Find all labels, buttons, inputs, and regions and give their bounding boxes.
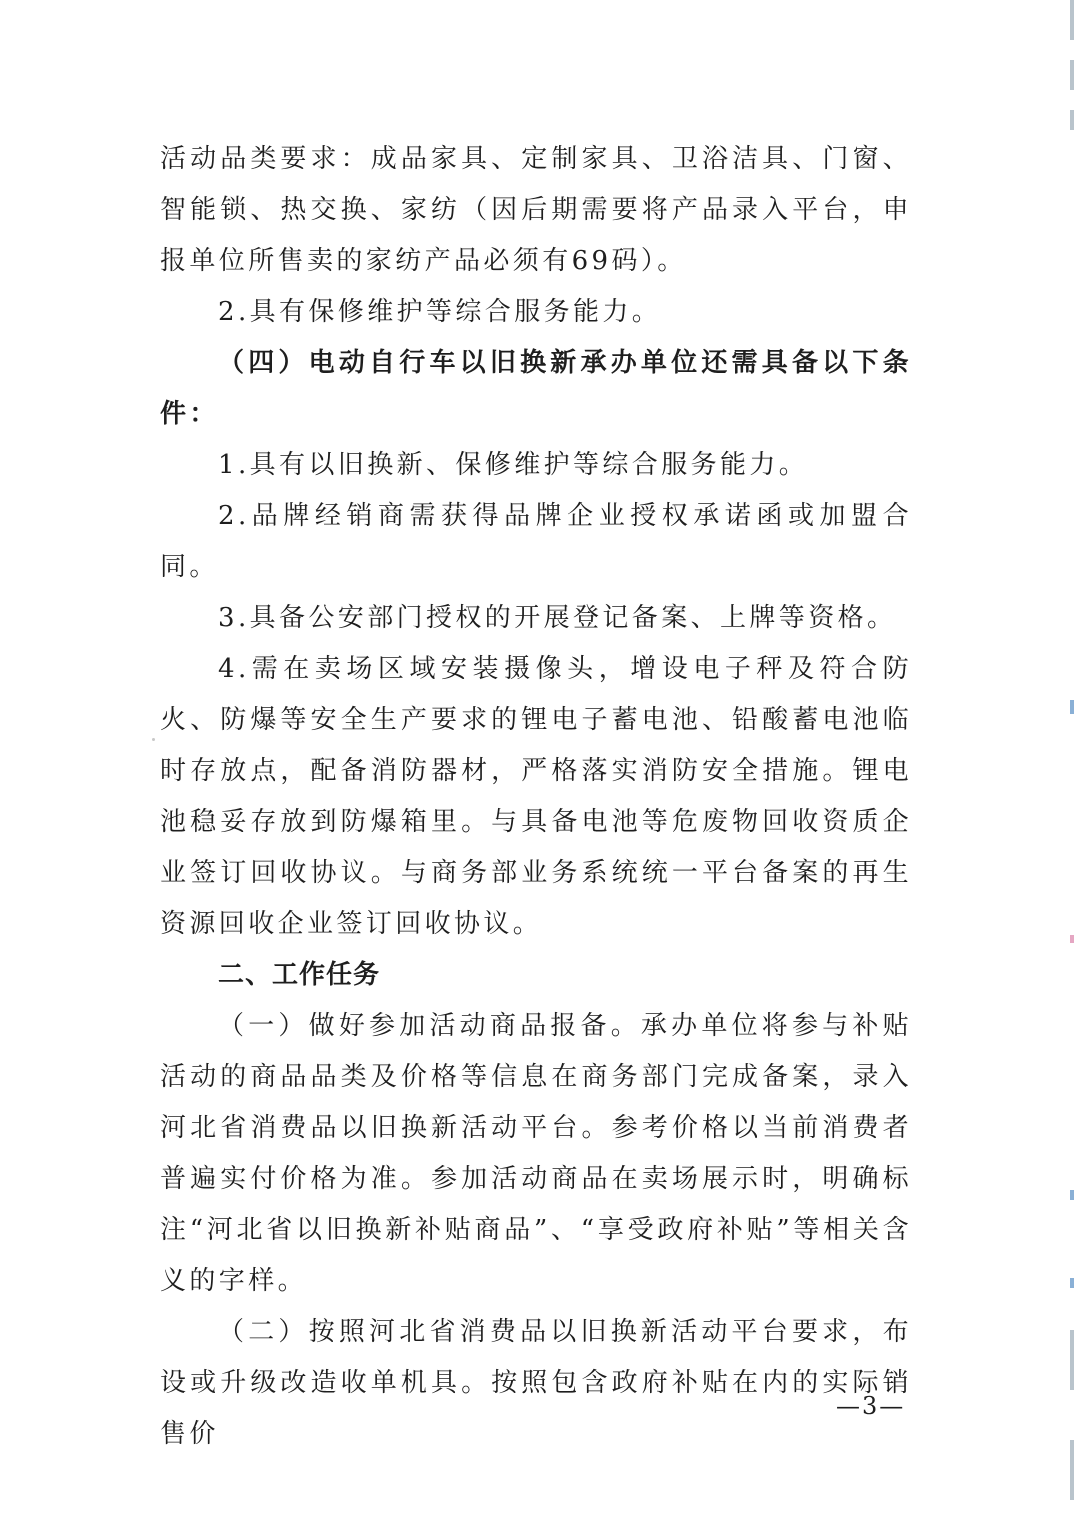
binding-mark [1070, 700, 1074, 714]
paragraph-category-requirements: 活动品类要求：成品家具、定制家具、卫浴洁具、门窗、智能锁、热交换、家纺（因后期需要将产品录入平台，申报单位所售卖的家纺产品必须有69码）。 [160, 144, 912, 276]
binding-mark [1070, 1440, 1074, 1500]
paragraph-ebike-item-1: 1.具有以旧换新、保修维护等综合服务能力。 [218, 450, 809, 480]
document-body [160, 134, 912, 1460]
binding-mark [1070, 0, 1074, 40]
paragraph-ebike-item-4: 4.需在卖场区域安装摄像头，增设电子秤及符合防火、防爆等安全生产要求的锂电子蓄电池、铅酸蓄电池临时存放点，配备消防器材，严格落实消防安全措施。锂电池稳妥存放到防爆箱里。与具备电池等危废物回收资质企业签订回收协议。与商务部业务系统统一平台备案的再生资源回收企业签订回收协议。 [160, 654, 912, 939]
paragraph-task-2: （二）按照河北省消费品以旧换新活动平台要求，布设或升级改造收单机具。按照包含政府补贴在内的实际销售价 [160, 1317, 912, 1449]
scan-speck [152, 738, 155, 741]
paragraph-ebike-item-3: 3.具备公安部门授权的开展登记备案、上牌等资格。 [218, 603, 897, 633]
binding-mark [1070, 110, 1074, 130]
paragraph-service-capability: 2.具有保修维护等综合服务能力。 [218, 297, 662, 327]
binding-mark [1070, 1278, 1074, 1288]
binding-mark [1070, 60, 1074, 90]
binding-mark [1070, 1330, 1074, 1390]
paragraph-ebike-item-2: 2.品牌经销商需获得品牌企业授权承诺函或加盟合同。 [160, 501, 912, 582]
section-heading-ebike: （四）电动自行车以旧换新承办单位还需具备以下条件： [160, 348, 912, 429]
paragraph-task-1: （一）做好参加活动商品报备。承办单位将参与补贴活动的商品品类及价格等信息在商务部门完成备案，录入河北省消费品以旧换新活动平台。参考价格以当前消费者普遍实付价格为准。参加活动商品在卖场展示时，明确标注“河北省以旧换新补贴商品”、“享受政府补贴”等相关含义的字样。 [160, 1011, 912, 1296]
page-number: —3— [836, 1392, 906, 1420]
binding-mark [1070, 1190, 1074, 1200]
binding-mark [1070, 935, 1074, 943]
section-heading-work-tasks: 二、工作任务 [218, 960, 381, 990]
